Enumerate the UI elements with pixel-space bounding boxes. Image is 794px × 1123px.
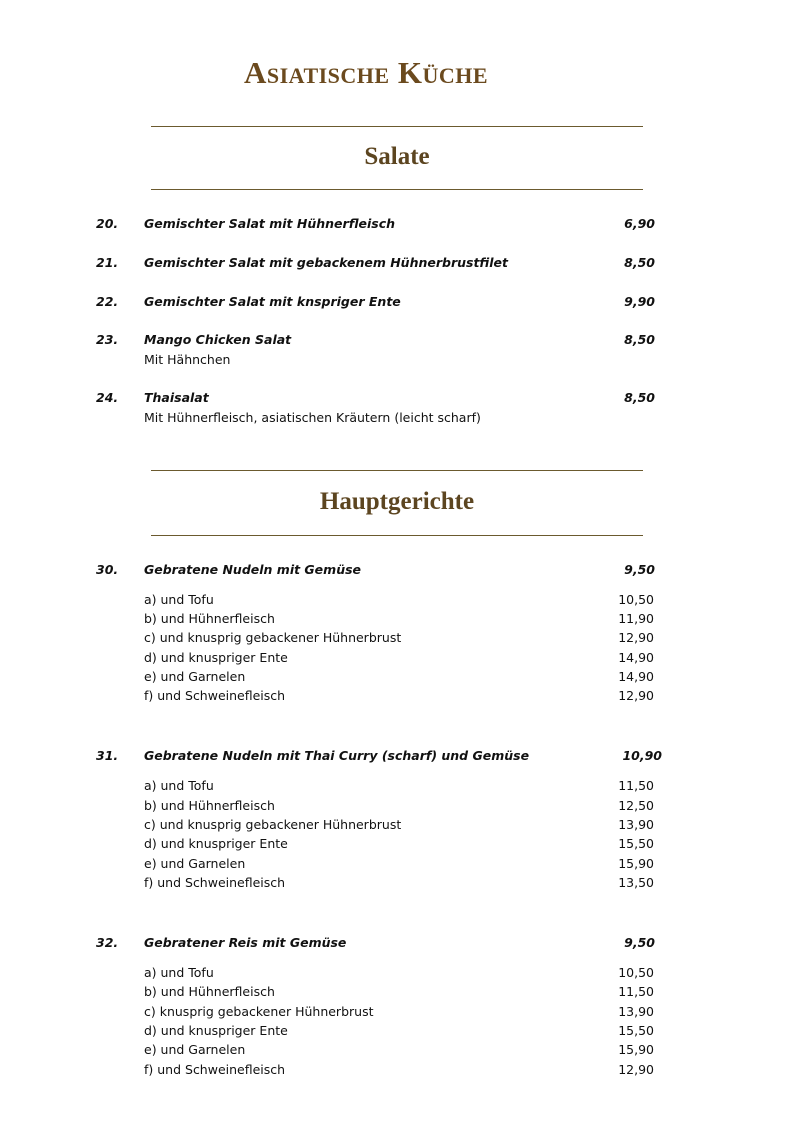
dish-price: 10,90 [622, 748, 662, 763]
dish-name: Gebratene Nudeln mit Gemüse [144, 562, 362, 577]
variant-label: d) und knuspriger Ente [144, 1023, 288, 1038]
dish-name: Gebratene Nudeln mit Thai Curry (scharf) und Gemüse [144, 748, 530, 763]
variant-price: 14,90 [618, 669, 654, 684]
dish-price: 8,50 [624, 255, 655, 270]
divider-line [151, 189, 643, 190]
section-title-salate: Salate [364, 143, 430, 170]
dish-price: 9,90 [624, 294, 655, 309]
page-title: Asiatische Küche [244, 55, 489, 90]
variant-price: 12,90 [618, 1062, 654, 1077]
dish-number: 32. [96, 935, 119, 950]
variant-label: e) und Garnelen [144, 1042, 246, 1057]
variant-label: a) und Tofu [144, 965, 214, 980]
dish-price: 8,50 [624, 390, 655, 405]
dish-price: 9,50 [624, 562, 655, 577]
variant-price: 13,90 [618, 817, 654, 832]
variant-price: 15,50 [618, 836, 654, 851]
variant-price: 15,90 [618, 1042, 654, 1057]
variant-label: a) und Tofu [144, 778, 214, 793]
dish-description: Mit Hühnerfleisch, asiatischen Kräutern (leicht scharf) [144, 410, 481, 425]
variant-price: 15,50 [618, 1023, 654, 1038]
variant-label: b) und Hühnerfleisch [144, 611, 275, 626]
variant-label: c) und knusprig gebackener Hühnerbrust [144, 630, 402, 645]
dish-number: 30. [96, 562, 119, 577]
dish-number: 20. [96, 216, 119, 231]
divider-line [151, 535, 643, 536]
variant-label: f) und Schweinefleisch [144, 688, 286, 703]
section-title-hauptgerichte: Hauptgerichte [319, 488, 475, 515]
dish-name: Gemischter Salat mit Hühnerfleisch [144, 216, 396, 231]
dish-number: 21. [96, 255, 119, 270]
divider-line [151, 470, 643, 471]
variant-label: d) und knuspriger Ente [144, 650, 288, 665]
dish-number: 23. [96, 332, 119, 347]
dish-number: 24. [96, 390, 119, 405]
dish-price: 8,50 [624, 332, 655, 347]
variant-price: 14,90 [618, 650, 654, 665]
variant-price: 12,90 [618, 630, 654, 645]
dish-name: Gemischter Salat mit knspriger Ente [144, 294, 401, 309]
variant-price: 15,90 [618, 856, 654, 871]
variant-price: 10,50 [618, 965, 654, 980]
dish-name: Thaisalat [144, 390, 209, 405]
variant-label: c) und knusprig gebackener Hühnerbrust [144, 817, 402, 832]
variant-price: 11,50 [618, 984, 654, 999]
variant-label: f) und Schweinefleisch [144, 875, 286, 890]
variant-price: 12,50 [618, 798, 654, 813]
variant-label: b) und Hühnerfleisch [144, 798, 275, 813]
dish-name: Gemischter Salat mit gebackenem Hühnerbrustfilet [144, 255, 509, 270]
variant-price: 13,50 [618, 875, 654, 890]
variant-price: 12,90 [618, 688, 654, 703]
variant-label: c) knusprig gebackener Hühnerbrust [144, 1004, 374, 1019]
dish-name: Mango Chicken Salat [144, 332, 292, 347]
variant-label: d) und knuspriger Ente [144, 836, 288, 851]
variant-price: 13,90 [618, 1004, 654, 1019]
variant-label: e) und Garnelen [144, 669, 246, 684]
variant-price: 10,50 [618, 592, 654, 607]
dish-description: Mit Hähnchen [144, 352, 231, 367]
divider-line [151, 126, 643, 127]
variant-price: 11,50 [618, 778, 654, 793]
variant-price: 11,90 [618, 611, 654, 626]
dish-price: 6,90 [624, 216, 655, 231]
dish-price: 9,50 [624, 935, 655, 950]
dish-number: 22. [96, 294, 119, 309]
dish-name: Gebratener Reis mit Gemüse [144, 935, 347, 950]
variant-label: f) und Schweinefleisch [144, 1062, 286, 1077]
dish-number: 31. [96, 748, 119, 763]
variant-label: e) und Garnelen [144, 856, 246, 871]
variant-label: b) und Hühnerfleisch [144, 984, 275, 999]
variant-label: a) und Tofu [144, 592, 214, 607]
